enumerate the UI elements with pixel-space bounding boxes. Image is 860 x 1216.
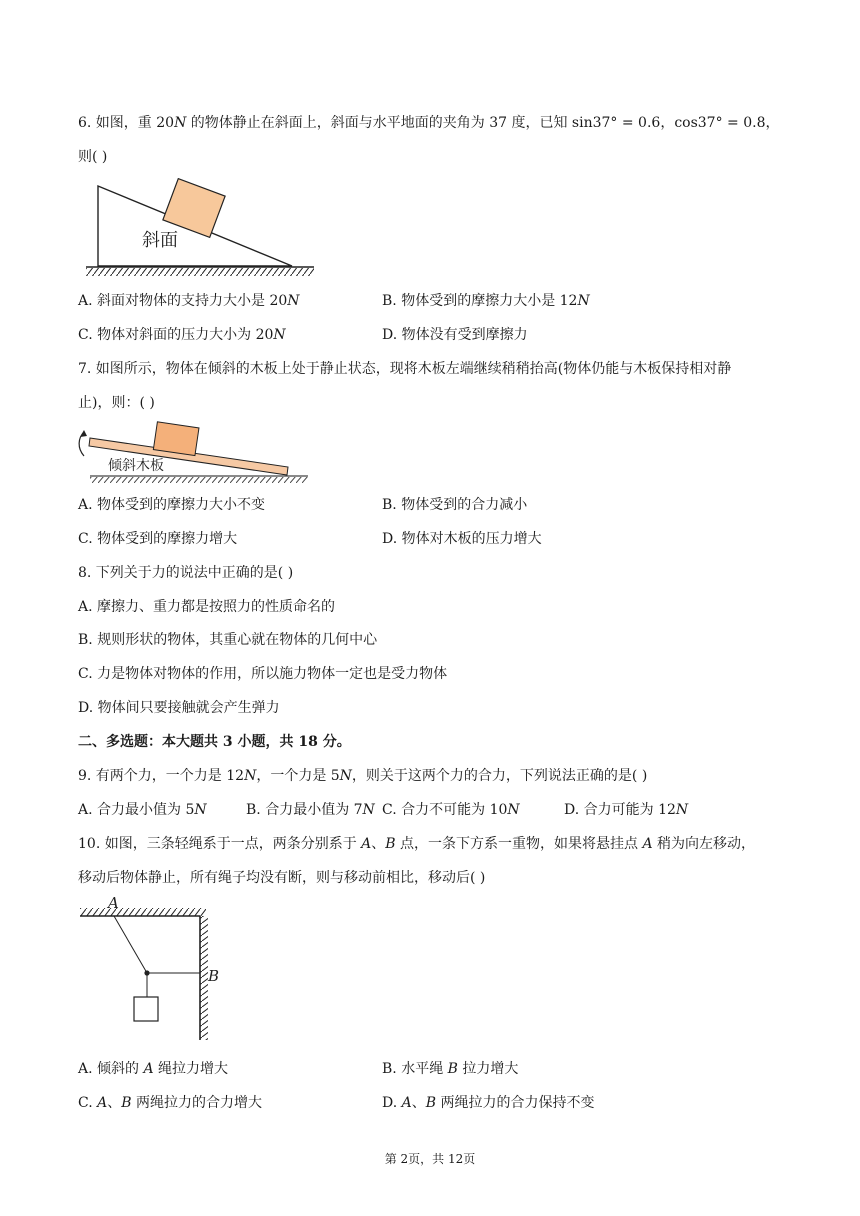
block <box>153 422 199 456</box>
q7-board-figure <box>68 420 318 484</box>
q6-option-c: C. 物体对斜面的压力大小为 20𝑁 <box>78 327 286 343</box>
page-footer: 第 2页，共 12页 <box>384 1152 476 1166</box>
q9-option-d: D. 合力可能为 12𝑁 <box>564 802 689 818</box>
q9-stem: 9. 有两个力，一个力是 12𝑁，一个力是 5𝑁，则关于这两个力的合力，下列说法正确的是( ) <box>78 768 648 784</box>
section-heading: 二、多选题：本大题共 3 小题，共 18 分。 <box>78 734 351 750</box>
rope-a <box>114 916 147 973</box>
q7-stem-line2: 止)，则：( ) <box>78 395 155 411</box>
label-b: B <box>208 967 220 985</box>
q7-option-a: A. 物体受到的摩擦力大小不变 <box>78 497 266 513</box>
q7-option-d: D. 物体对木板的压力增大 <box>382 531 542 547</box>
q6-stem-line1: 6. 如图，重 20𝑁 的物体静止在斜面上，斜面与水平地面的夹角为 37 度，已知 sin37° = 0.6，cos37° = 0.8， <box>78 115 780 131</box>
q10-stem-line2: 移动后物体静止，所有绳子均没有断，则与移动前相比，移动后( ) <box>78 870 486 886</box>
hanging-weight <box>134 997 158 1021</box>
q6-stem-line2: 则( ) <box>78 149 108 165</box>
q8-stem: 8. 下列关于力的说法中正确的是( ) <box>78 565 294 581</box>
q9-option-c: C. 合力不可能为 10𝑁 <box>382 802 520 818</box>
q6-incline-figure <box>82 178 322 278</box>
q9-option-a: A. 合力最小值为 5𝑁 <box>78 802 207 818</box>
q9-option-b: B. 合力最小值为 7𝑁 <box>246 802 375 818</box>
q8-option-c: C. 力是物体对物体的作用，所以施力物体一定也是受力物体 <box>78 666 448 682</box>
knot <box>144 970 149 975</box>
q10-option-d: D. 𝐴、𝐵 两绳拉力的合力保持不变 <box>382 1095 595 1111</box>
q10-stem-line1: 10. 如图，三条轻绳系于一点，两条分别系于 𝐴、𝐵 点，一条下方系一重物，如果将悬挂点 𝐴 稍为向左移动， <box>78 836 756 852</box>
q10-option-b: B. 水平绳 𝐵 拉力增大 <box>382 1061 519 1077</box>
q6-option-b: B. 物体受到的摩擦力大小是 12𝑁 <box>382 293 590 309</box>
q7-option-c: C. 物体受到的摩擦力增大 <box>78 531 238 547</box>
q10-rope-figure <box>74 893 234 1045</box>
q10-option-a: A. 倾斜的 𝐴 绳拉力增大 <box>78 1061 229 1077</box>
board-label: 倾斜木板 <box>108 458 164 474</box>
q10-option-c: C. 𝐴、𝐵 两绳拉力的合力增大 <box>78 1095 262 1111</box>
q8-option-d: D. 物体间只要接触就会产生弹力 <box>78 700 280 716</box>
q8-option-a: A. 摩擦力、重力都是按照力的性质命名的 <box>78 599 336 615</box>
q7-stem-line1: 7. 如图所示，物体在倾斜的木板上处于静止状态，现将木板左端继续稍稍抬高(物体仍能与木板保持相对静 <box>78 361 732 377</box>
q7-option-b: B. 物体受到的合力减小 <box>382 497 528 513</box>
incline-label: 斜面 <box>142 230 178 251</box>
label-a: A <box>108 894 119 912</box>
q6-option-a: A. 斜面对物体的支持力大小是 20𝑁 <box>78 293 300 309</box>
q6-option-d: D. 物体没有受到摩擦力 <box>382 327 528 343</box>
q8-option-b: B. 规则形状的物体，其重心就在物体的几何中心 <box>78 632 378 648</box>
